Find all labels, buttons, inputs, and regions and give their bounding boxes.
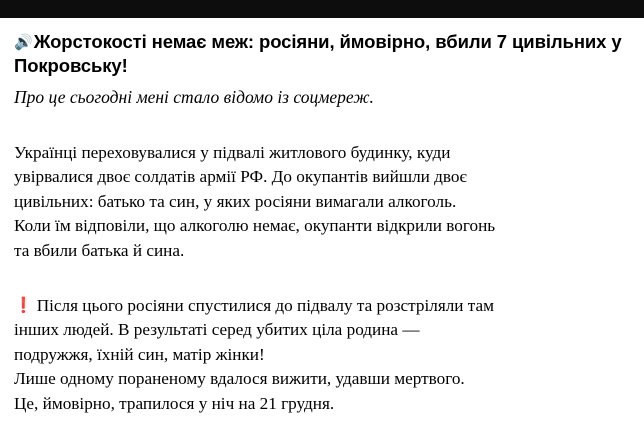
paragraph-line: Лише одному пораненому вдалося вижити, удавши мертвого. <box>14 369 465 389</box>
paragraph-line: Це, ймовірно, трапилося у ніч на 21 грудня. <box>14 393 335 413</box>
post-subheadline: Про це сьогодні мені стало відомо із соцмереж. <box>14 86 374 107</box>
megaphone-icon: 🔊 <box>14 34 33 51</box>
paragraph-line: Коли їм відповіли, що алкоголю немає, окупанти відкрили вогонь <box>14 216 496 236</box>
paragraph-line: увірвалися двоє солдатів армії РФ. До окупантів вийшли двоє <box>14 167 467 187</box>
post-paragraph-2 <box>14 294 630 417</box>
warning-icon: ❗ <box>14 297 33 314</box>
top-bar <box>0 0 644 18</box>
post-content <box>0 18 644 417</box>
paragraph-line: подружжя, їхній син, матір жінки! <box>14 344 265 364</box>
post-paragraph-1 <box>14 141 630 264</box>
paragraph-line-text: Після цього росіяни спустилися до підвалу та розстріляли там <box>36 295 495 315</box>
paragraph-line-with-icon <box>14 294 630 319</box>
paragraph-line: цивільних: батько та син, у яких росіяни вимагали алкоголь. <box>14 191 457 211</box>
headline-text: Жорстокості немає меж: росіяни, ймовірно, вбили 7 цивільних у Покровську! <box>14 31 622 77</box>
paragraph-line: та вбили батька й сина. <box>14 240 185 260</box>
paragraph-line: Українці переховувалися у підвалі житлового будинку, куди <box>14 142 451 162</box>
post-headline <box>14 30 630 79</box>
paragraph-line: інших людей. В результаті серед убитих ціла родина — <box>14 320 420 340</box>
